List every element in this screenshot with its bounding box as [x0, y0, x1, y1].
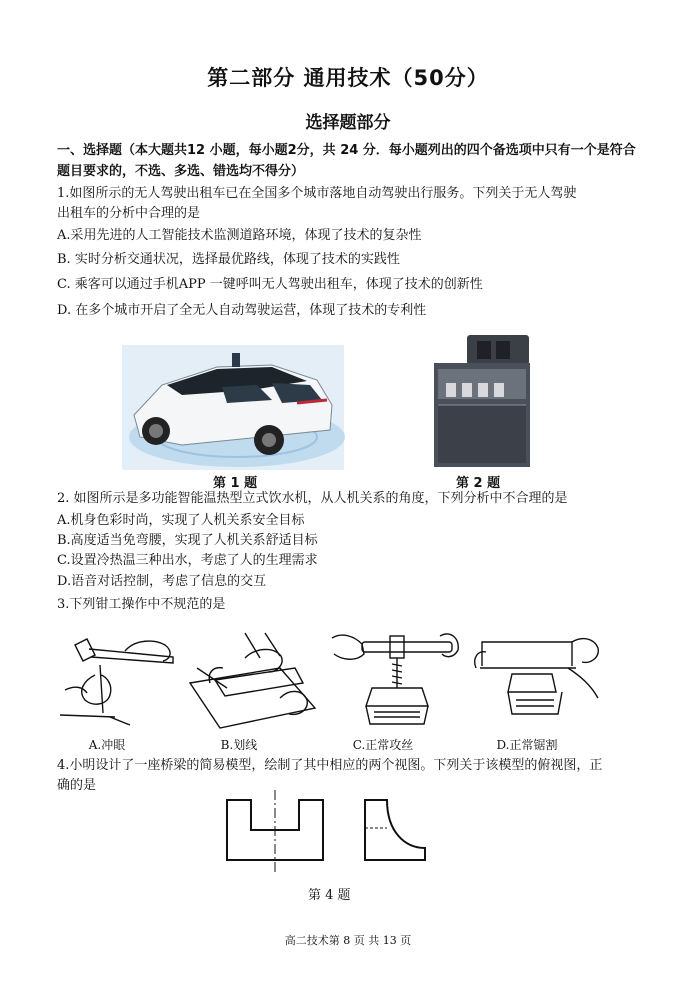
- q2-option-b: B.高度适当免弯腰，实现了人机关系舒适目标: [57, 533, 318, 548]
- section-header: 一、选择题（本大题共12 小题，每小题2分，共 24 分．每小题列出的四个备选项中只有一个是符合题目要求的，不选、多选、错选均不得分）: [57, 143, 636, 179]
- q1-option-b: B. 实时分析交通状况，选择最优路线，体现了技术的实践性: [57, 252, 400, 267]
- water-dispenser-image: [432, 333, 532, 468]
- q1-stem-line1: 1.如图所示的无人驾驶出租车已在全国多个城市落地自动驾驶出行服务。下列关于无人驾驶: [57, 186, 577, 201]
- q1-option-d: D. 在多个城市开启了全无人自动驾驶运营，体现了技术的专利性: [57, 303, 427, 318]
- q1-option-a: A.采用先进的人工智能技术监测道路环境，体现了技术的复杂性: [57, 228, 422, 243]
- q4-stem-line1: 4.小明设计了一座桥梁的简易模型，绘制了其中相应的两个视图。下列关于该模型的俯视图，正: [57, 758, 603, 773]
- q3-stem: 3.下列钳工操作中不规范的是: [57, 597, 226, 612]
- q2-option-c: C.设置冷热温三种出水，考虑了人的生理需求: [57, 553, 318, 568]
- fig1-caption: 第 1 题: [213, 476, 258, 491]
- q1-option-c: C. 乘客可以通过手机APP 一键呼叫无人驾驶出租车，体现了技术的创新性: [57, 277, 483, 292]
- tapping-drawing: [322, 628, 462, 733]
- q2-option-d: D.语音对话控制，考虑了信息的交互: [57, 574, 267, 589]
- q3-caption-b: B.划线: [220, 738, 258, 752]
- q4-views-drawing: [215, 790, 445, 875]
- q2-option-a: A.机身色彩时尚，实现了人机关系安全目标: [57, 513, 305, 528]
- q4-caption: 第 4 题: [308, 888, 351, 903]
- page-footer: 高二技术第 8 页 共 13 页: [284, 934, 412, 947]
- fig2-caption: 第 2 题: [456, 476, 501, 491]
- q3-caption-d: D.正常锯割: [496, 738, 558, 752]
- q3-caption-a: A.冲眼: [88, 738, 126, 752]
- q4-stem-line2: 确的是: [57, 778, 97, 793]
- page-title: 第二部分 通用技术（50分）: [207, 66, 489, 90]
- robotaxi-image: [122, 345, 344, 470]
- section-subtitle: 选择题部分: [305, 113, 391, 133]
- center-punch-drawing: [55, 625, 195, 730]
- q3-caption-c: C.正常攻丝: [352, 738, 414, 752]
- scribing-drawing: [185, 628, 320, 736]
- q2-stem: 2. 如图所示是多功能智能温热型立式饮水机，从人机关系的角度，下列分析中不合理的是: [57, 491, 568, 506]
- q1-stem-line2: 出租车的分析中合理的是: [57, 206, 201, 221]
- sawing-drawing: [472, 628, 607, 733]
